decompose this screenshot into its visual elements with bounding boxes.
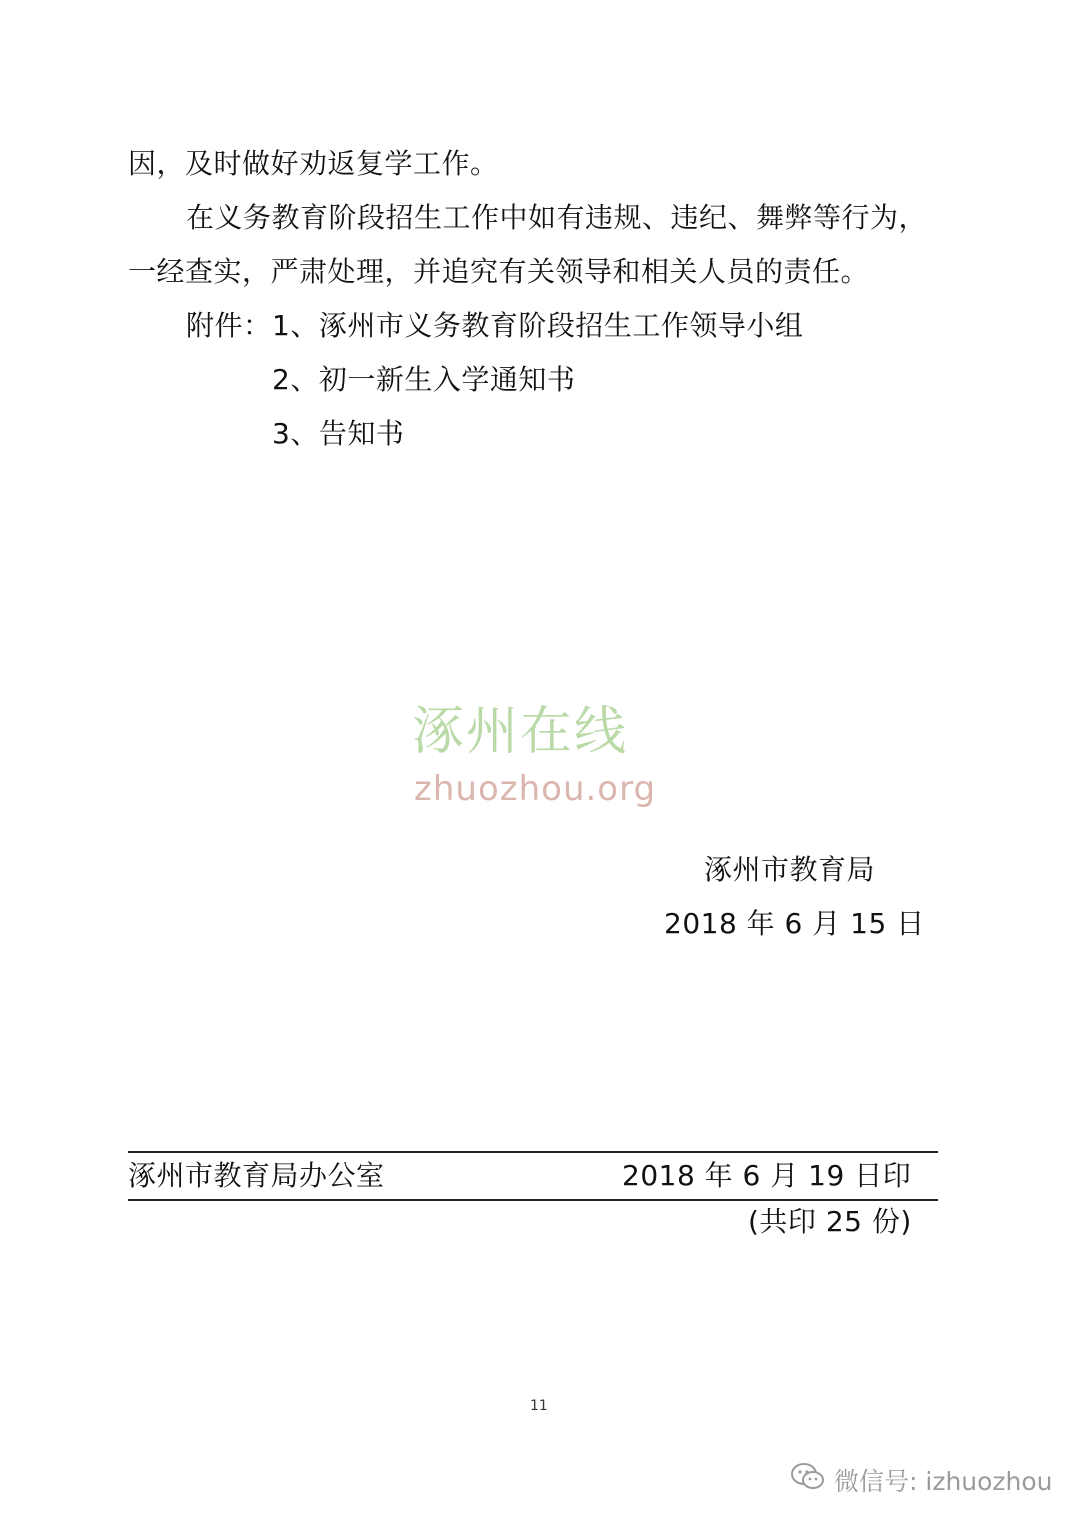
wechat-icon <box>790 1462 834 1498</box>
attachment-item-1: 1、涿州市义务教育阶段招生工作领导小组 <box>272 309 804 342</box>
attachment-item-2: 2、初一新生入学通知书 <box>272 363 576 396</box>
body-line-1: 因，及时做好劝返复学工作。 <box>128 147 499 180</box>
watermark-domain: zhuozhou.org <box>414 769 657 809</box>
footer-copies: (共印 25 份) <box>748 1205 912 1238</box>
footer-bottom-rule <box>128 1199 938 1201</box>
attachment-item-3: 3、告知书 <box>272 417 405 450</box>
signature-date: 2018 年 6 月 15 日 <box>664 907 925 940</box>
page-number: 11 <box>530 1398 548 1414</box>
wechat-label: 微信号: izhuozhou <box>834 1467 1053 1496</box>
footer-office: 涿州市教育局办公室 <box>128 1159 385 1192</box>
footer-print-date: 2018 年 6 月 19 日印 <box>622 1159 912 1192</box>
body-line-2: 在义务教育阶段招生工作中如有违规、违纪、舞弊等行为， <box>186 201 928 234</box>
footer-top-rule <box>128 1151 938 1153</box>
wechat-badge <box>790 1462 1053 1498</box>
watermark-name: 涿州在线 <box>412 702 629 762</box>
body-line-3: 一经查实，严肃处理，并追究有关领导和相关人员的责任。 <box>128 255 870 288</box>
attachment-label: 附件： <box>186 309 272 342</box>
signature-issuer: 涿州市教育局 <box>704 853 876 886</box>
